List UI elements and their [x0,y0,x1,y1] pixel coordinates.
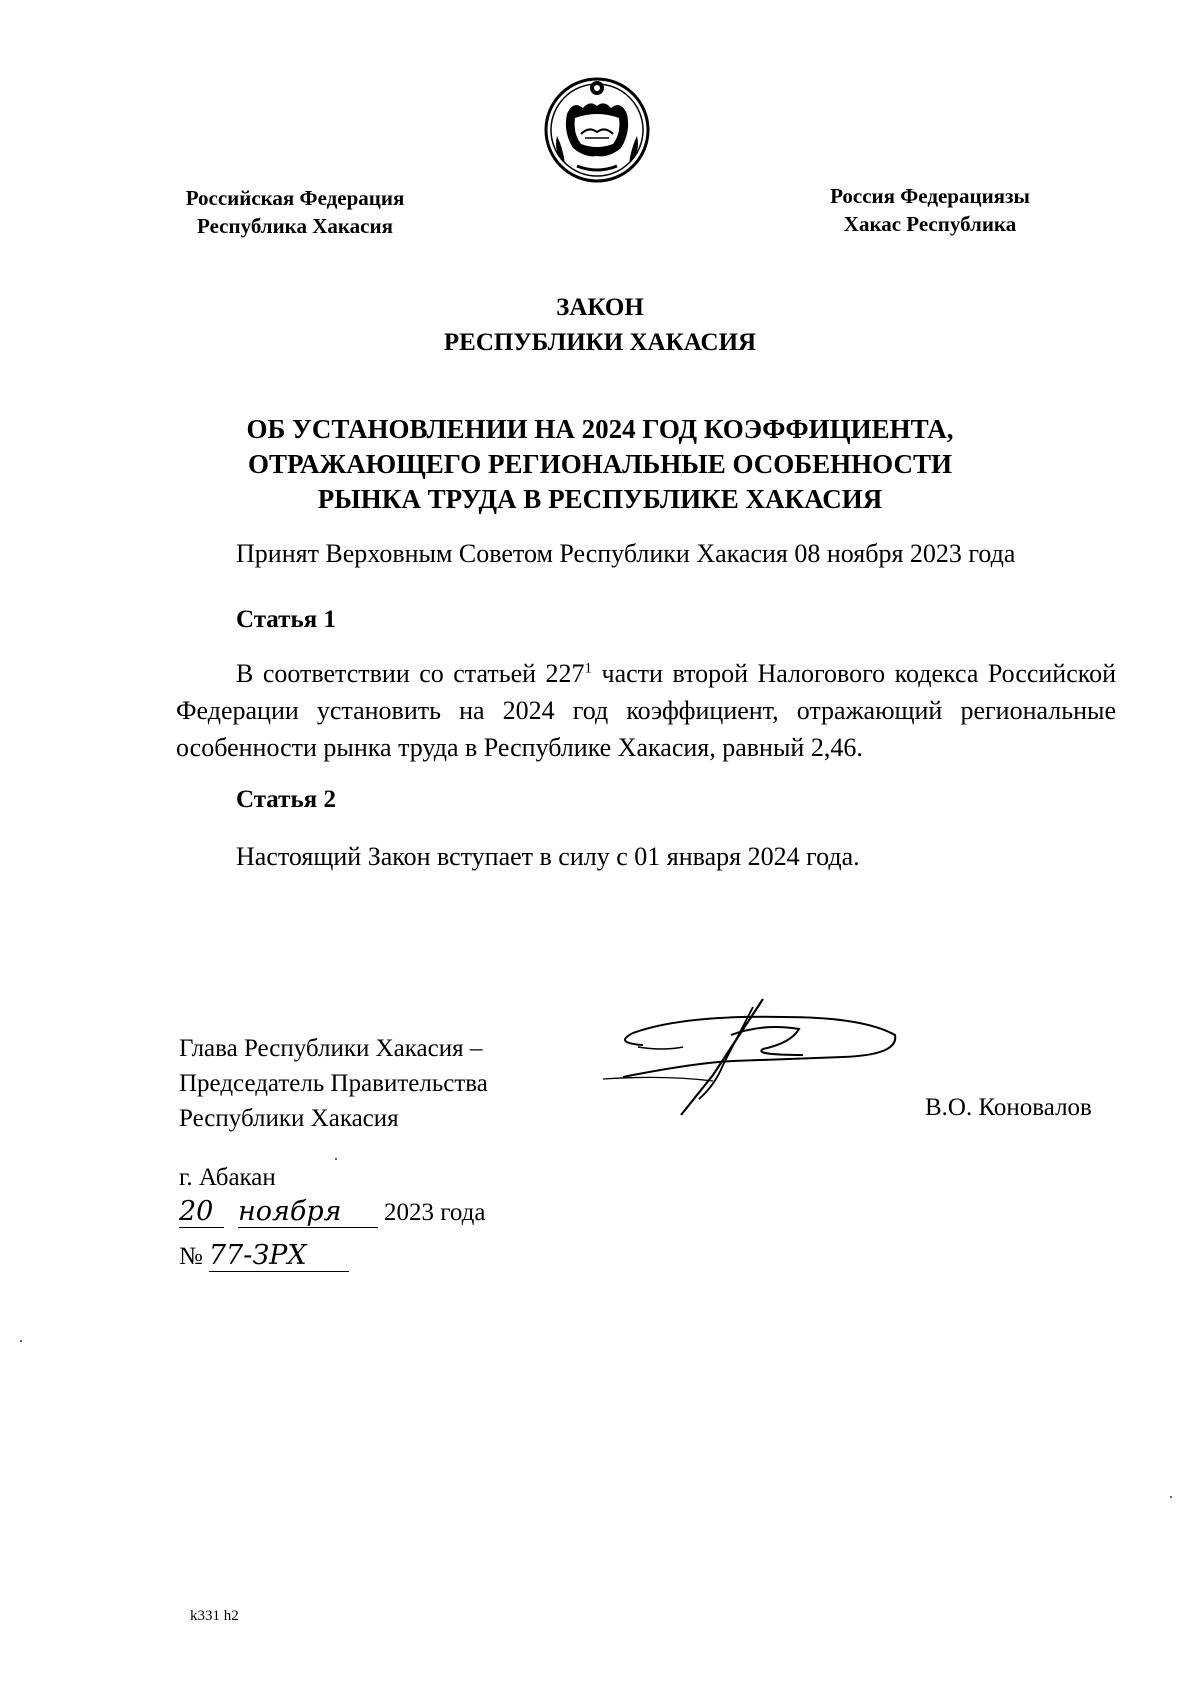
signing-date [179,1197,485,1233]
number-prefix: № [179,1243,203,1270]
signatory-title [179,1031,579,1136]
header-left-line2: Республика Хакасия [197,214,393,238]
law-title-line3: РЫНКА ТРУДА В РЕСПУБЛИКЕ ХАКАСИЯ [317,484,883,514]
header-left [150,184,440,240]
adoption-note: Принят Верховным Советом Республики Хакасия 08 ноября 2023 года [236,539,1016,568]
signatory-title-line1: Глава Республики Хакасия – [179,1035,483,1062]
scan-speck [20,1340,22,1342]
place-of-signing: г. Абакан [179,1164,276,1191]
signatory-title-line3: Республики Хакасия [179,1105,399,1132]
article-1-text [176,655,1116,766]
scan-speck [335,1158,337,1160]
handwritten-signature [603,995,903,1130]
law-title [0,412,1200,517]
coat-of-arms-emblem [543,76,651,184]
law-title-line2: ОТРАЖАЮЩЕГО РЕГИОНАЛЬНЫЕ ОСОБЕННОСТИ [247,449,953,479]
article-1-heading: Статья 1 [236,606,336,633]
header-right [815,182,1045,238]
signatory-title-line2: Председатель Правительства [179,1070,488,1097]
document-code: k331 h2 [190,1608,239,1624]
law-type-line1: ЗАКОН [556,294,644,321]
article-2-heading: Статья 2 [236,786,336,813]
header-right-line1: Россия Федерациязы [830,184,1030,208]
header-left-line1: Российская Федерация [185,186,405,210]
year-text: 2023 года [384,1199,486,1226]
handwritten-day: 20 [179,1197,224,1228]
article-2-text: Настоящий Закон вступает в силу с 01 января 2024 года. [236,842,860,871]
scan-speck [1170,1496,1172,1498]
law-number [179,1241,349,1272]
article-1-text-end: части второй Налогового кодекса Российской Федерации установить на 2024 год коэффициент, отражающий региональные особенности рынка труда в Республике Хакасия, равный 2,46. [176,659,1116,762]
article-1-superscript: 1 [584,660,593,677]
signer-name: В.О. Коновалов [925,1094,1092,1121]
header-right-line2: Хакас Республика [843,212,1017,236]
article-1-text-start: В соответствии со статьей 227 [236,659,585,688]
law-type-heading [0,290,1200,360]
law-type-line2: РЕСПУБЛИКИ ХАКАСИЯ [443,329,757,356]
law-title-line1: ОБ УСТАНОВЛЕНИИ НА 2024 ГОД КОЭФФИЦИЕНТА, [246,414,954,444]
handwritten-number: 77-ЗРХ [209,1241,349,1272]
handwritten-month: ноября [238,1197,378,1228]
